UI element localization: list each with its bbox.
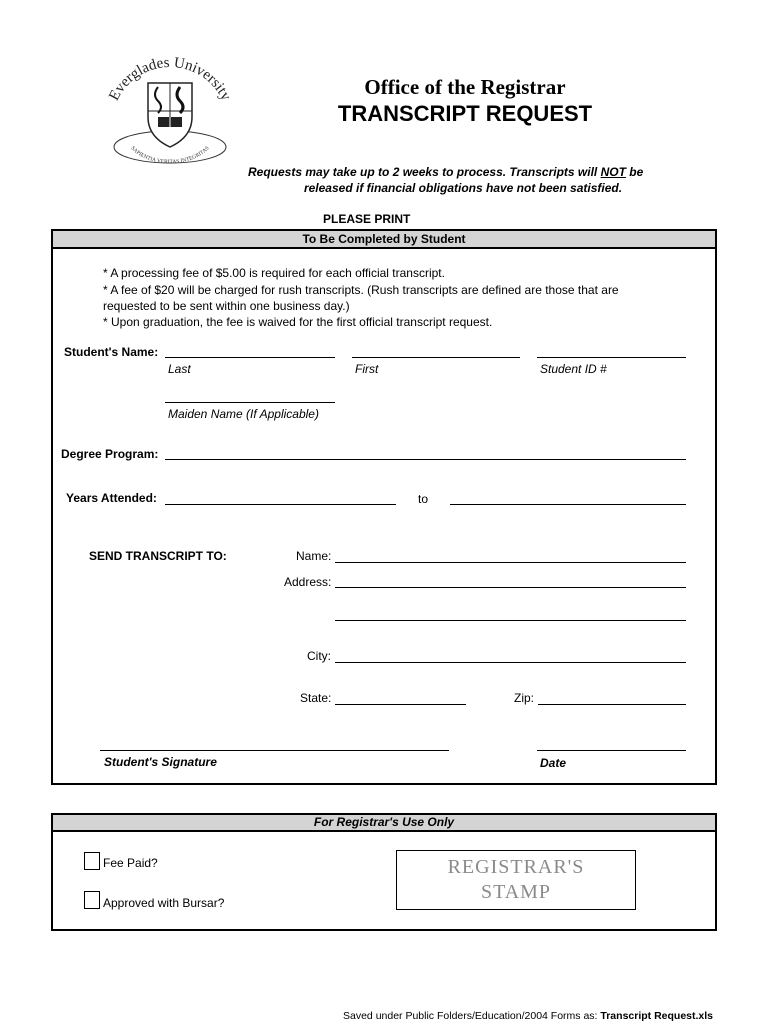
signature-caption: Student's Signature bbox=[104, 755, 217, 769]
registrar-section-header: For Registrar's Use Only bbox=[53, 815, 715, 832]
city-field[interactable] bbox=[335, 662, 686, 663]
fee-paid-label: Fee Paid? bbox=[103, 856, 158, 870]
city-label: City: bbox=[307, 649, 331, 663]
svg-text:Everglades University: Everglades University bbox=[106, 55, 234, 104]
rule-graduation-waiver: * Upon graduation, the fee is waived for the first official transcript request. bbox=[103, 315, 493, 329]
recipient-name-field[interactable] bbox=[335, 562, 686, 563]
address-field-line-2[interactable] bbox=[335, 620, 686, 621]
state-label: State: bbox=[300, 691, 332, 705]
date-caption: Date bbox=[540, 756, 567, 770]
recipient-name-label: Name: bbox=[296, 549, 332, 563]
fee-paid-checkbox[interactable] bbox=[84, 852, 100, 870]
please-print-label: PLEASE PRINT bbox=[323, 212, 411, 226]
approved-bursar-label: Approved with Bursar? bbox=[103, 896, 225, 910]
rule-rush-definition: requested to be sent within one business day.) bbox=[103, 299, 350, 313]
rule-processing-fee: * A processing fee of $5.00 is required for each official transcript. bbox=[103, 266, 445, 280]
svg-text:SAPIENTIA VERITAS INTEGRITAS: SAPIENTIA VERITAS INTEGRITAS bbox=[129, 145, 211, 166]
signature-field[interactable] bbox=[100, 750, 449, 751]
last-name-caption: Last bbox=[168, 362, 191, 376]
notice-not-word: NOT bbox=[600, 165, 626, 179]
student-id-caption: Student ID # bbox=[540, 362, 607, 376]
processing-notice-line-1 bbox=[248, 165, 643, 179]
degree-program-field[interactable] bbox=[165, 459, 686, 460]
footer-text: Saved under Public Folders/Education/2004 Forms as: bbox=[343, 1010, 601, 1022]
university-seal-logo bbox=[100, 55, 240, 175]
stamp-text-line-2: STAMP bbox=[480, 881, 552, 903]
zip-field[interactable] bbox=[538, 704, 686, 705]
years-to-label: to bbox=[418, 492, 429, 506]
notice-text-a: Requests may take up to 2 weeks to process. Transcripts will bbox=[248, 165, 601, 179]
zip-label: Zip: bbox=[514, 691, 535, 705]
state-field[interactable] bbox=[335, 704, 466, 705]
footer-save-path bbox=[343, 1010, 713, 1022]
first-name-caption: First bbox=[355, 362, 379, 376]
first-name-field[interactable] bbox=[352, 357, 520, 358]
notice-text-b: be bbox=[625, 165, 644, 179]
last-name-field[interactable] bbox=[165, 357, 335, 358]
degree-program-label: Degree Program: bbox=[61, 447, 159, 461]
processing-notice-line-2: released if financial obligations have not been satisfied. bbox=[303, 181, 623, 195]
student-id-field[interactable] bbox=[537, 357, 686, 358]
address-field-line-1[interactable] bbox=[335, 587, 686, 588]
years-attended-label: Years Attended: bbox=[66, 491, 157, 505]
years-from-field[interactable] bbox=[165, 504, 396, 505]
student-name-label: Student's Name: bbox=[64, 345, 159, 359]
maiden-name-field[interactable] bbox=[165, 402, 335, 403]
maiden-name-caption: Maiden Name (If Applicable) bbox=[168, 407, 319, 421]
footer-filename: Transcript Request.xls bbox=[600, 1010, 714, 1022]
years-to-field[interactable] bbox=[450, 504, 686, 505]
rule-rush-fee: * A fee of $20 will be charged for rush transcripts. (Rush transcripts are defined are those that are bbox=[103, 283, 619, 297]
stamp-text-line-1: REGISTRAR'S bbox=[447, 856, 585, 878]
send-transcript-label: SEND TRANSCRIPT TO: bbox=[89, 549, 227, 563]
date-field[interactable] bbox=[537, 750, 686, 751]
address-label: Address: bbox=[284, 575, 332, 589]
office-title: Office of the Registrar bbox=[364, 75, 566, 99]
approved-bursar-checkbox[interactable] bbox=[84, 891, 100, 909]
student-section-header: To Be Completed by Student bbox=[53, 231, 715, 249]
page-title: TRANSCRIPT REQUEST bbox=[337, 101, 593, 126]
